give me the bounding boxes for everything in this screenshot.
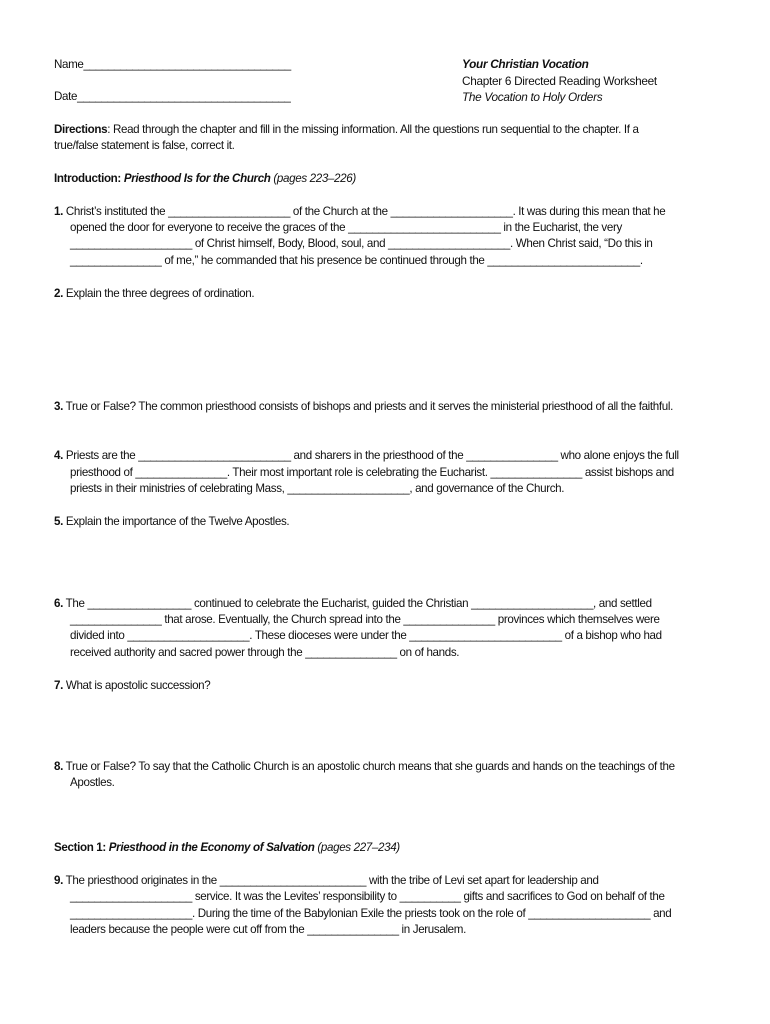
question-9-number: 9.: [54, 874, 63, 887]
question-7: [54, 678, 210, 694]
question-7-number: 7.: [54, 679, 63, 692]
question-9-line-2: ____________________ service. It was the Levites’ responsibility to __________ gifts and sacrifices to God on behalf of the: [70, 890, 665, 903]
question-5-number: 5.: [54, 515, 63, 528]
intro-heading: [54, 171, 356, 187]
question-4-text: Priests are the _________________________ and sharers in the priesthood of the _______________ who alone enjoys the full: [62, 449, 679, 462]
question-2-text: Explain the three degrees of ordination.: [62, 287, 255, 300]
question-3: [54, 399, 673, 415]
question-8-line-1: [54, 759, 675, 775]
question-7-text: What is apostolic succession?: [62, 679, 211, 692]
worksheet-unit: The Vocation to Holy Orders: [462, 90, 603, 104]
section-1-pages: (pages 227–234): [314, 841, 400, 854]
question-9-text: The priesthood originates in the ________________________ with the tribe of Levi set apart for leadership and: [62, 874, 599, 887]
question-6-number: 6.: [54, 597, 63, 610]
section-1-label: Section 1:: [54, 841, 109, 854]
question-1-line-1: [54, 204, 665, 220]
intro-title: Priesthood Is for the Church: [123, 172, 271, 185]
question-1-line-4: _______________ of me,” he commanded that his presence be continued through the _________________________.: [70, 254, 643, 267]
question-4-line-2: priesthood of _______________. Their most important role is celebrating the Eucharist. _______________ assist bishops and: [70, 466, 674, 479]
directions-line-1: [54, 122, 639, 138]
worksheet-subtitle: Chapter 6 Directed Reading Worksheet: [462, 73, 657, 88]
question-4-line-3: priests in their ministries of celebrating Mass, ____________________, and governance of the Church.: [70, 482, 565, 495]
question-3-number: 3.: [54, 400, 63, 413]
directions-text: : Read through the chapter and fill in the missing information. All the questions run sequential to the chapter. If a: [107, 123, 639, 136]
question-6-text: The _________________ continued to celebrate the Eucharist, guided the Christian ____________________, and settled: [62, 597, 652, 610]
question-8-number: 8.: [54, 760, 63, 773]
name-field[interactable]: Name__________________________________: [54, 58, 291, 71]
question-9-line-1: [54, 873, 599, 889]
question-4-line-1: [54, 448, 679, 464]
question-4-number: 4.: [54, 449, 63, 462]
section-1-title: Priesthood in the Economy of Salvation: [108, 841, 315, 854]
intro-label: Introduction:: [54, 172, 124, 185]
question-2: [54, 286, 254, 302]
date-field[interactable]: Date___________________________________: [54, 90, 291, 103]
question-3-text: True or False? The common priesthood consists of bishops and priests and it serves the ministerial priesthood of all the faithful.: [62, 400, 673, 413]
question-6-line-1: [54, 596, 652, 612]
worksheet-title: Your Christian Vocation: [462, 57, 589, 71]
question-9-line-4: leaders because the people were cut off from the _______________ in Jerusalem.: [70, 923, 466, 936]
question-8-line-2: Apostles.: [70, 776, 115, 789]
question-1-line-3: ____________________ of Christ himself, Body, Blood, soul, and ____________________. When Christ said, “Do this in: [70, 237, 653, 250]
question-6-line-3: divided into ____________________. These dioceses were under the _________________________ of a bishop who had: [70, 629, 662, 642]
section-1-heading: [54, 840, 400, 856]
question-9-line-3: ____________________. During the time of the Babylonian Exile the priests took on the role of ____________________ and: [70, 907, 672, 920]
question-8-text: True or False? To say that the Catholic Church is an apostolic church means that she guards and hands on the teachings of the: [62, 760, 675, 773]
question-1-line-2: opened the door for everyone to receive the graces of the _________________________ in the Eucharist, the very: [70, 221, 622, 234]
intro-pages: (pages 223–226): [270, 172, 356, 185]
question-6-line-2: _______________ that arose. Eventually, the Church spread into the _______________ provinces which themselves were: [70, 613, 660, 626]
question-5-text: Explain the importance of the Twelve Apostles.: [62, 515, 290, 528]
directions-label: Directions: [54, 123, 108, 136]
question-1-number: 1.: [54, 205, 63, 218]
directions-line-2: true/false statement is false, correct it.: [54, 139, 235, 152]
question-5: [54, 514, 289, 530]
question-1-text: Christ’s instituted the ____________________ of the Church at the ____________________. It was during this mean that he: [62, 205, 666, 218]
header-block: [462, 56, 657, 106]
question-6-line-4: received authority and sacred power through the _______________ on of hands.: [70, 646, 460, 659]
question-2-number: 2.: [54, 287, 63, 300]
